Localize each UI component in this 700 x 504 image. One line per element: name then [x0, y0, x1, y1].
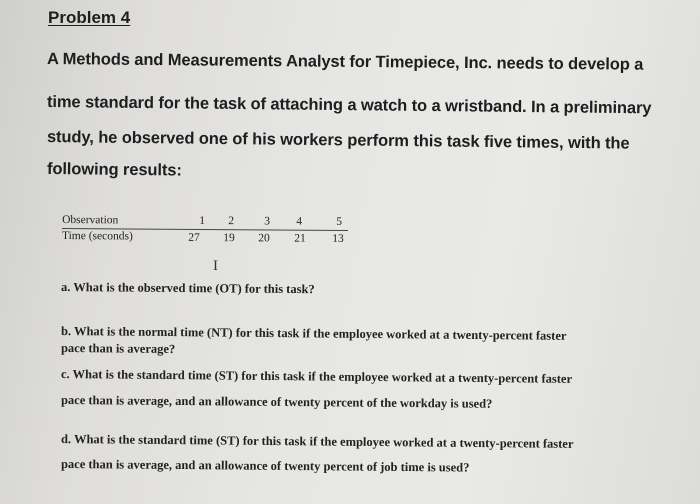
observation-number: 4 — [296, 215, 303, 228]
question-d: d. What is the standard time (ST) for this task if the employee worked at a twenty-percent faster — [60, 432, 574, 451]
problem-title: Problem 4 — [48, 8, 131, 27]
observation-number: 2 — [228, 215, 235, 228]
time-row-label: Time (seconds) — [61, 230, 133, 243]
observation-number: 3 — [264, 215, 271, 228]
question-d-cont: pace than is average, and an allowance of twenty percent of job time is used? — [60, 457, 470, 475]
time-value: 21 — [294, 232, 306, 245]
time-value: 13 — [332, 232, 344, 245]
problem-text-line: following results: — [46, 160, 182, 180]
observation-number: 1 — [199, 214, 206, 227]
problem-text-line: time standard for the task of attaching a watch to a wristband. In a preliminary — [46, 93, 652, 118]
question-a: a. What is the observed time (OT) for this task? — [60, 280, 315, 297]
question-c-cont: pace than is average, and an allowance of twenty percent of the workday is used? — [60, 393, 493, 411]
observation-number: 5 — [336, 215, 343, 228]
time-value: 20 — [258, 232, 270, 245]
problem-text-line: A Methods and Measurements Analyst for Timepiece, Inc. needs to develop a — [46, 50, 644, 74]
problem-text-line: study, he observed one of his workers perform this task five times, with the — [46, 128, 630, 153]
time-value: 19 — [223, 232, 235, 245]
text-cursor-icon: I — [213, 258, 218, 274]
question-b-cont: pace than is average? — [60, 341, 176, 356]
question-c: c. What is the standard time (ST) for this task if the employee worked at a twenty-percent faster — [60, 367, 573, 386]
question-b: b. What is the normal time (NT) for this task if the employee worked at a twenty-percent faster — [60, 324, 567, 343]
observation-row-label: Observation — [62, 214, 119, 227]
time-value: 27 — [188, 231, 200, 244]
observation-table — [62, 214, 362, 256]
